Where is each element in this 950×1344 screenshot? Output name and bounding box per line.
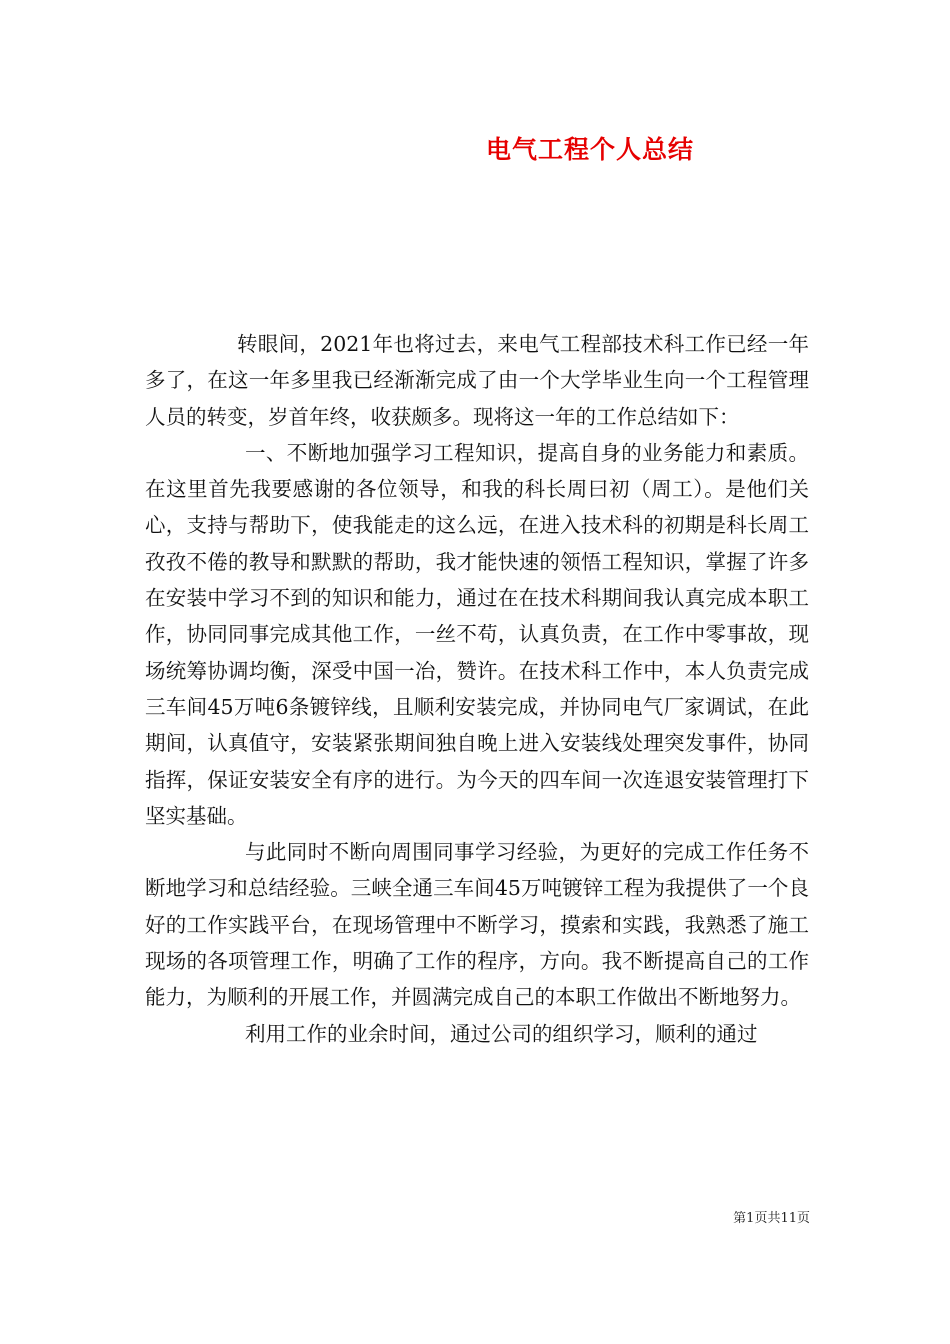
document-title: 电气工程个人总结	[485, 135, 694, 164]
paragraph-spare-time: 利用工作的业余时间，通过公司的组织学习，顺利的通过	[245, 1021, 758, 1046]
paragraph-intro: 转眼间，2021年也将过去，来电气工程部技术科工作已经一年多了，在这一年多里我已经渐渐完成了由一个大学毕业生向一个工程管理人员的转变，岁首年终，收获颇多。现将这一年的工作总结如下：	[145, 332, 809, 429]
paragraph-learning: 与此同时不断向周围同事学习经验，为更好的完成工作任务不断地学习和总结经验。三峡全通三车间45万吨镀锌工程为我提供了一个良好的工作实践平台，在现场管理中不断学习，摸索和实践，我熟悉了施工现场的各项管理工作，明确了工作的程序，方向。我不断提高自己的工作能力，为顺利的开展工作，并圆满完成自己的本职工作做出不断地努力。	[145, 840, 809, 1010]
paragraph-section-one: 一、不断地加强学习工程知识，提高自身的业务能力和素质。在这里首先我要感谢的各位领导，和我的科长周曰初（周工）。是他们关心，支持与帮助下，使我能走的这么远，在进入技术科的初期是科长周工孜孜不倦的教导和默默的帮助，我才能快速的领悟工程知识，掌握了许多在安装中学习不到的知识和能力，通过在在技术科期间我认真完成本职工作，协同同事完成其他工作，一丝不苟，认真负责，在工作中零事故，现场统筹协调均衡，深受中国一冶，赞许。在技术科工作中，本人负责完成三车间45万吨6条镀锌线，且顺利安装完成，并协同电气厂家调试，在此期间，认真值守，安装紧张期间独自晚上进入安装线处理突发事件，协同指挥，保证安装安全有序的进行。为今天的四车间一次连退安装管理打下坚实基础。	[145, 440, 809, 828]
document-body	[145, 326, 809, 1052]
page-number: 第1页共11页	[733, 1211, 810, 1226]
